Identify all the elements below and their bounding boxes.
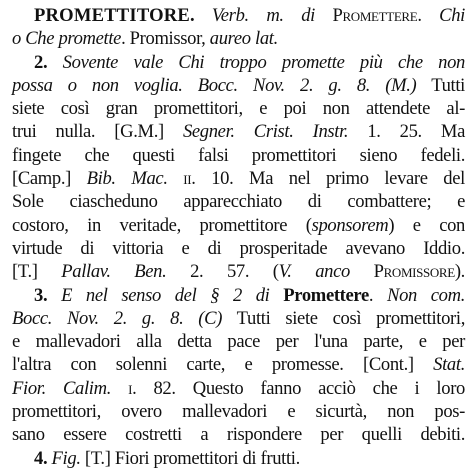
text-segment: e mallevadori alla detta pace per l'una parte, e per <box>12 331 465 353</box>
small-caps-segment: Promettere <box>332 5 418 26</box>
text-segment: Tutti <box>416 74 465 96</box>
text-segment: trui nulla. [G.M.] <box>12 121 183 143</box>
bold-segment: . <box>190 5 212 26</box>
italic-segment: E nel senso del § 2 di <box>61 284 284 306</box>
text-segment: virtude di vittoria e di prosperitade avevano Iddio. <box>12 237 465 259</box>
bold-segment: Promettere <box>283 284 369 306</box>
text-segment: Tutti siete così promettitori, <box>222 307 466 329</box>
entry-line <box>12 51 465 74</box>
bold-segment: 2. <box>34 51 63 73</box>
entry-line <box>12 97 465 120</box>
text-segment: ) e con <box>388 214 465 236</box>
italic-segment: Bib. Mac. <box>86 168 168 190</box>
text-segment <box>168 168 184 189</box>
entry-line <box>12 214 465 237</box>
text-segment: . Promissor, <box>121 28 210 50</box>
bold-segment: 3. <box>34 284 62 306</box>
italic-segment: Stat. <box>433 354 465 376</box>
italic-segment: Non com. <box>387 284 465 306</box>
entry-line <box>12 4 465 27</box>
text-segment: . 82. Questo fanno acciò che i loro <box>132 377 465 399</box>
italic-segment: V. anco <box>278 261 350 283</box>
text-segment: 2. 57. ( <box>166 261 279 283</box>
small-caps-segment: i <box>128 377 133 399</box>
italic-segment: Verb. m. di <box>211 5 333 26</box>
entry-line <box>12 330 465 353</box>
text-segment: l'altra con solenni carte, e promesse. [Cont.] <box>12 354 434 376</box>
bold-segment: 4. <box>34 447 52 469</box>
entry-line <box>12 144 465 167</box>
italic-segment: aureo lat. <box>209 28 278 50</box>
text-segment: fingete che questi falsi promettitori sieno fedeli. <box>12 144 465 166</box>
text-segment: [T.] <box>12 261 62 283</box>
text-segment <box>111 378 128 399</box>
entry-line <box>12 27 465 50</box>
small-caps-segment: Promissore <box>373 261 455 283</box>
entry-line <box>12 284 465 307</box>
entry-text-block <box>12 4 465 470</box>
text-segment: 1. 25. Ma <box>348 121 465 143</box>
entry-line <box>12 447 465 470</box>
italic-segment: Fior. Calim. <box>12 377 111 399</box>
italic-segment: Bocc. Nov. 2. g. 8. (C) <box>12 307 223 329</box>
italic-segment: o Che promette <box>12 28 122 50</box>
italic-segment: Fig. <box>51 447 81 469</box>
entry-line <box>12 237 465 260</box>
italic-segment: possa o non voglia. Bocc. Nov. 2. g. 8. (M.) <box>12 74 417 96</box>
text-segment <box>350 261 374 282</box>
text-segment: . <box>368 284 388 306</box>
headword: PROMETTITORE <box>34 5 190 26</box>
text-segment: Sole ciascheduno apparecchiato di combattere; e <box>12 191 465 213</box>
text-segment: . <box>417 5 440 26</box>
text-segment: . 10. Ma nel primo levare del <box>191 168 465 190</box>
entry-line <box>12 260 465 283</box>
entry-line <box>12 377 465 400</box>
entry-line <box>12 167 465 190</box>
text-segment: costoro, in veritade, promettitore ( <box>12 214 312 236</box>
italic-segment: Sovente vale Chi troppo promette più che non <box>62 51 466 73</box>
italic-segment: Chi <box>439 5 465 26</box>
text-segment: sano essere costretti a rispondere per quelli debiti. <box>12 424 465 446</box>
entry-line <box>12 423 465 446</box>
small-caps-segment: ii <box>183 168 192 190</box>
entry-line <box>12 120 465 143</box>
text-segment: ). <box>454 261 465 283</box>
entry-line <box>12 353 465 376</box>
italic-segment: Segner. Crist. Instr. <box>182 121 349 143</box>
entry-line <box>12 74 465 97</box>
italic-segment: sponsorem <box>311 214 389 236</box>
text-segment: [T.] Fiori promettitori di frutti. <box>80 447 300 469</box>
entry-line <box>12 307 465 330</box>
text-segment: promettitori, overo mallevadori e sicurtà, non pos- <box>12 401 465 423</box>
text-segment: [Camp.] <box>12 168 87 190</box>
entry-line <box>12 190 465 213</box>
entry-line <box>12 400 465 423</box>
italic-segment: Pallav. Ben. <box>61 261 167 283</box>
text-segment: siete così gran promettitori, e poi non attendete al- <box>12 98 465 120</box>
